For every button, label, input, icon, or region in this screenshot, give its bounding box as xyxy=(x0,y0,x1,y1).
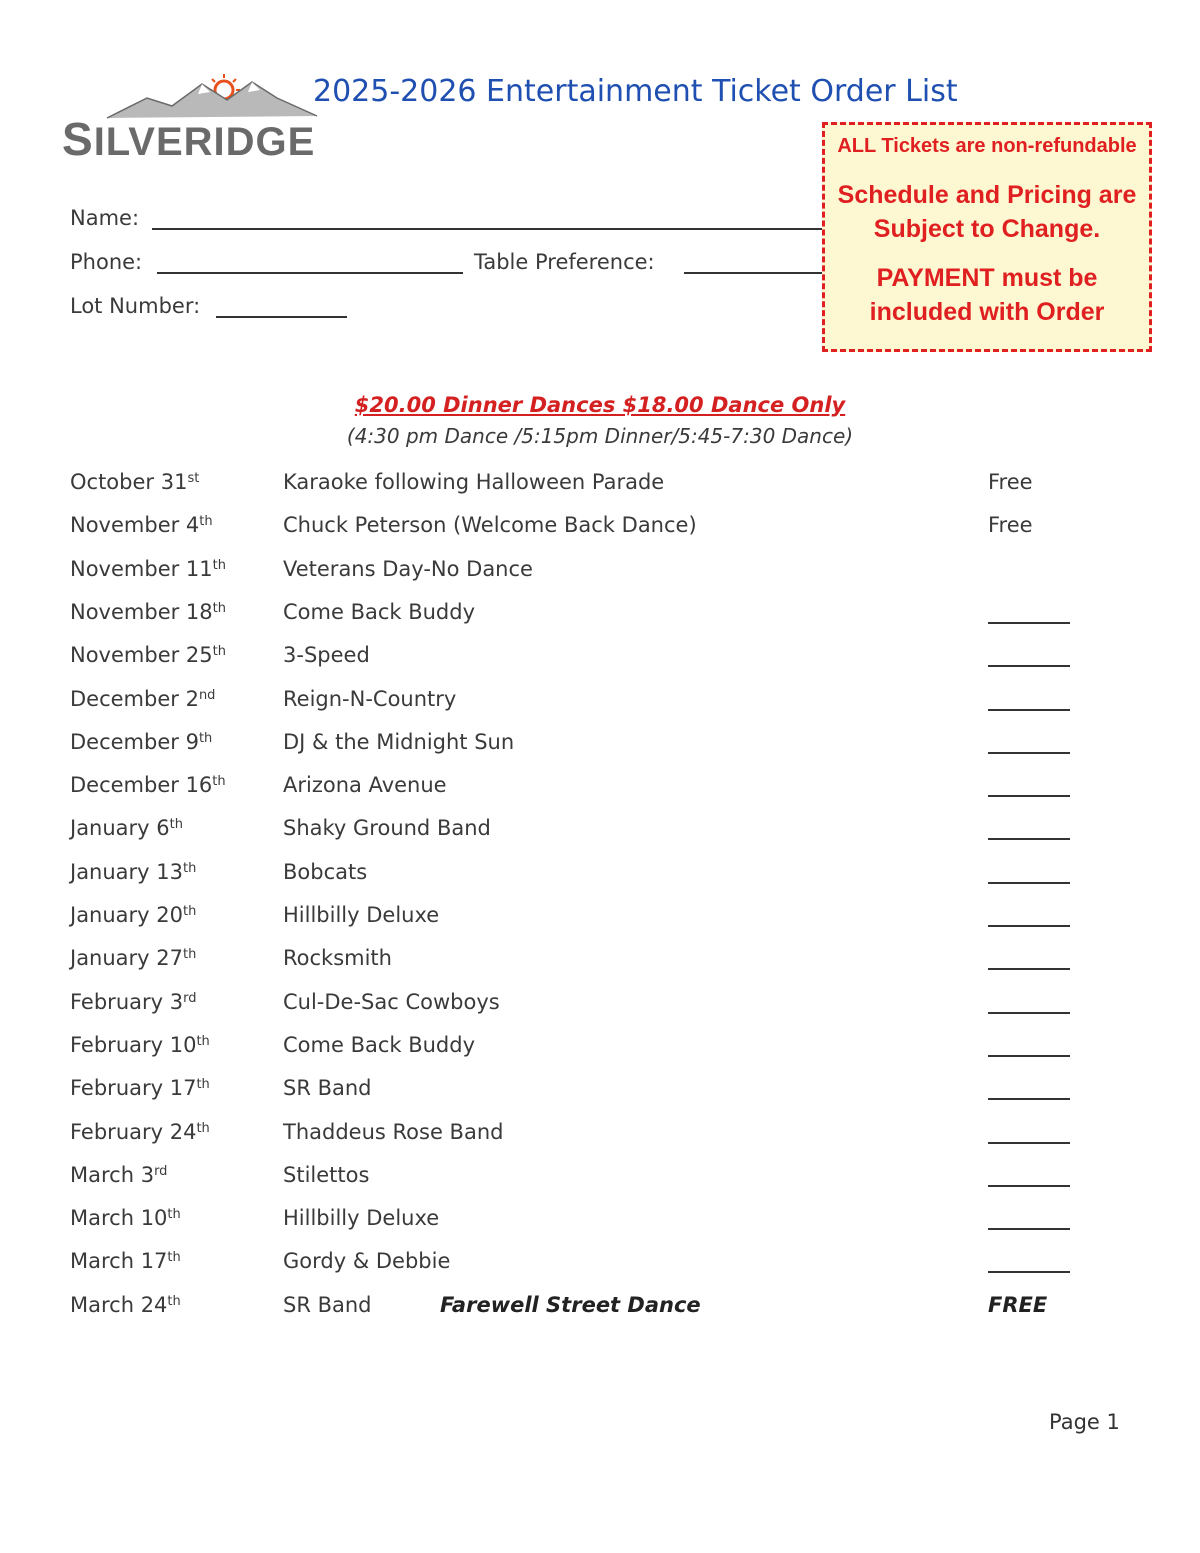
lot-number-field[interactable] xyxy=(216,316,347,318)
event-date: January 27th xyxy=(70,946,197,970)
event-row xyxy=(0,730,1200,770)
event-row xyxy=(0,946,1200,986)
ticket-quantity-field[interactable] xyxy=(988,882,1070,884)
event-date: March 24th xyxy=(70,1293,181,1317)
event-row xyxy=(0,860,1200,900)
event-band: Karaoke following Halloween Parade xyxy=(283,470,665,494)
event-row xyxy=(0,1120,1200,1160)
event-row xyxy=(0,600,1200,640)
notice-payment: PAYMENT must be included with Order xyxy=(869,264,1105,326)
event-date: February 10th xyxy=(70,1033,210,1057)
ticket-quantity-field[interactable] xyxy=(988,1228,1070,1230)
page-number: Page 1 xyxy=(1049,1410,1120,1434)
event-date: January 6th xyxy=(70,816,183,840)
event-band: Stilettos xyxy=(283,1163,370,1187)
name-label: Name: xyxy=(70,206,140,230)
event-band: Come Back Buddy xyxy=(283,1033,476,1057)
event-row xyxy=(0,1076,1200,1116)
event-band: DJ & the Midnight Sun xyxy=(283,730,515,754)
notice-box xyxy=(822,122,1152,352)
event-row xyxy=(0,470,1200,510)
event-date: January 13th xyxy=(70,860,197,884)
ticket-quantity-field[interactable] xyxy=(988,838,1070,840)
ticket-quantity-field[interactable] xyxy=(988,1185,1070,1187)
event-row xyxy=(0,513,1200,553)
event-row xyxy=(0,1163,1200,1203)
event-note: Farewell Street Dance xyxy=(440,1293,701,1317)
ticket-quantity-field[interactable] xyxy=(988,709,1070,711)
ticket-quantity-field[interactable] xyxy=(988,1055,1070,1057)
event-row xyxy=(0,990,1200,1030)
phone-label: Phone: xyxy=(70,250,143,274)
event-band: SR Band xyxy=(283,1293,372,1317)
ticket-quantity-field[interactable] xyxy=(988,752,1070,754)
event-date: December 2nd xyxy=(70,687,216,711)
ticket-quantity-field[interactable] xyxy=(988,622,1070,624)
event-band: SR Band xyxy=(283,1076,372,1100)
event-row xyxy=(0,557,1200,597)
ticket-quantity-field[interactable] xyxy=(988,1142,1070,1144)
event-date: January 20th xyxy=(70,903,197,927)
phone-field[interactable] xyxy=(157,272,463,274)
event-band: Bobcats xyxy=(283,860,368,884)
notice-nonrefundable: ALL Tickets are non-refundable xyxy=(837,135,1137,157)
ticket-quantity-field[interactable] xyxy=(988,968,1070,970)
event-date: March 10th xyxy=(70,1206,181,1230)
event-band: Arizona Avenue xyxy=(283,773,447,797)
event-band: Cul-De-Sac Cowboys xyxy=(283,990,500,1014)
event-row xyxy=(0,643,1200,683)
event-date: March 17th xyxy=(70,1249,181,1273)
table-preference-label: Table Preference: xyxy=(474,250,655,274)
lot-number-label: Lot Number: xyxy=(70,294,201,318)
event-date: November 4th xyxy=(70,513,213,537)
event-date: November 11th xyxy=(70,557,226,581)
event-date: November 18th xyxy=(70,600,226,624)
event-price: FREE xyxy=(988,1293,1048,1317)
event-band: Shaky Ground Band xyxy=(283,816,491,840)
event-date: February 3rd xyxy=(70,990,197,1014)
event-band: Gordy & Debbie xyxy=(283,1249,451,1273)
event-band: Hillbilly Deluxe xyxy=(283,1206,440,1230)
event-row xyxy=(0,1249,1200,1289)
event-band: Reign-N-Country xyxy=(283,687,457,711)
event-band: Chuck Peterson (Welcome Back Dance) xyxy=(283,513,697,537)
event-date: February 17th xyxy=(70,1076,210,1100)
event-date: October 31st xyxy=(70,470,200,494)
ticket-quantity-field[interactable] xyxy=(988,1098,1070,1100)
schedule-times: (4:30 pm Dance /5:15pm Dinner/5:45-7:30 Dance) xyxy=(346,424,854,448)
event-date: February 24th xyxy=(70,1120,210,1144)
ticket-quantity-field[interactable] xyxy=(988,665,1070,667)
event-date: December 16th xyxy=(70,773,226,797)
event-row xyxy=(0,1293,1200,1333)
event-row xyxy=(0,903,1200,943)
event-date: November 25th xyxy=(70,643,226,667)
ticket-quantity-field[interactable] xyxy=(988,925,1070,927)
event-row xyxy=(0,1033,1200,1073)
logo-wordmark: SILVERIDGE xyxy=(62,113,316,165)
event-row xyxy=(0,1206,1200,1246)
pricing-line: $20.00 Dinner Dances $18.00 Dance Only xyxy=(354,393,846,417)
table-preference-field[interactable] xyxy=(684,272,822,274)
event-band: 3-Speed xyxy=(283,643,370,667)
event-row xyxy=(0,687,1200,727)
event-row xyxy=(0,816,1200,856)
event-row xyxy=(0,773,1200,813)
event-date: March 3rd xyxy=(70,1163,168,1187)
event-band: Thaddeus Rose Band xyxy=(283,1120,504,1144)
page-title: 2025-2026 Entertainment Ticket Order List xyxy=(313,74,958,109)
notice-schedule-change: Schedule and Pricing are Subject to Change. xyxy=(837,181,1137,243)
ticket-quantity-field[interactable] xyxy=(988,1012,1070,1014)
event-price: Free xyxy=(988,513,1033,537)
event-band: Hillbilly Deluxe xyxy=(283,903,440,927)
event-band: Rocksmith xyxy=(283,946,392,970)
event-band: Veterans Day-No Dance xyxy=(283,557,533,581)
event-date: December 9th xyxy=(70,730,213,754)
ticket-quantity-field[interactable] xyxy=(988,795,1070,797)
ticket-quantity-field[interactable] xyxy=(988,1271,1070,1273)
event-price: Free xyxy=(988,470,1033,494)
event-band: Come Back Buddy xyxy=(283,600,476,624)
name-field[interactable] xyxy=(152,228,822,230)
